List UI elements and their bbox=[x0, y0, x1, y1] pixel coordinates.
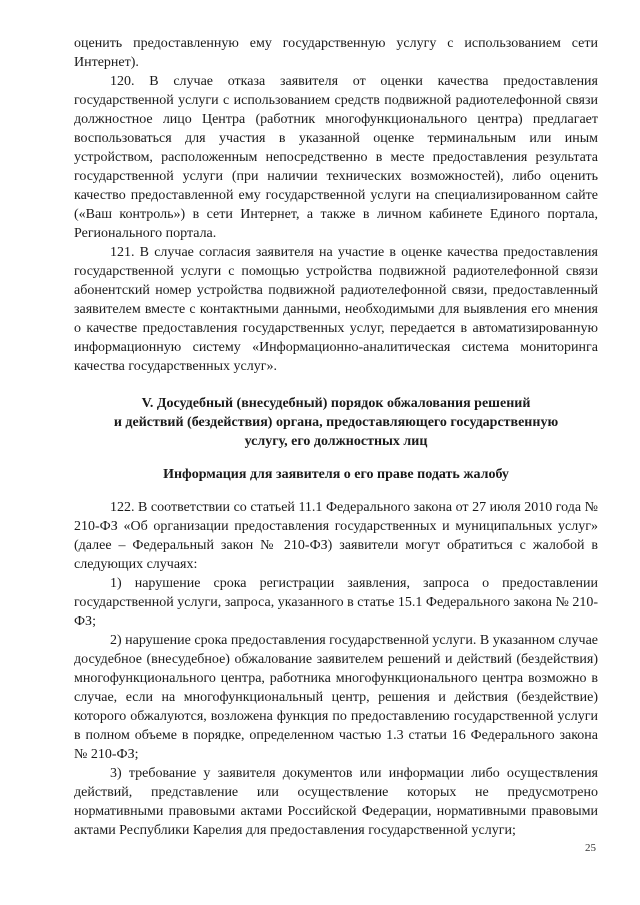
subsection-title: Информация для заявителя о его праве подать жалобу bbox=[163, 467, 509, 482]
document-page bbox=[74, 34, 598, 840]
list-item-1: 1) нарушение срока регистрации заявления, запроса о предоставлении государственной услуги, запроса, указанного в статье 15.1 Федерального закона № 210-ФЗ; bbox=[74, 576, 598, 629]
spacer bbox=[74, 484, 598, 498]
section-title-line-3: услугу, его должностных лиц bbox=[244, 434, 428, 449]
spacer bbox=[74, 376, 598, 394]
list-item-3: 3) требование у заявителя документов или информации либо осуществления действий, представление или осуществление которых не предусмотрено нормативными правовыми актами Российской Федерации, нормативными правовыми актами Республики Карелия для предоставления государственной услуги; bbox=[74, 766, 598, 838]
list-item-2: 2) нарушение срока предоставления государственной услуги. В указанном случае досудебное (внесудебное) обжалование заявителем решений и действий (бездействия) многофункционального центра, работника многофункционального центра возможно в случае, если на многофункциональный центр, решения и действия (бездействие) которого обжалуются, возложена функция по предоставлению государственной услуги в полном объеме в порядке, определенном частью 1.3 статьи 16 Федерального закона № 210-ФЗ; bbox=[74, 633, 598, 762]
paragraph-122: 122. В соответствии со статьей 11.1 Федерального закона от 27 июля 2010 года № 210-ФЗ «Об организации предоставления государственных и муниципальных услуг» (далее – Федеральный закон № 210-ФЗ) заявители могут обратиться с жалобой в следующих случаях: bbox=[74, 500, 598, 572]
section-title-line-2: и действий (бездействия) органа, предоставляющего государственную bbox=[113, 415, 559, 430]
section-title bbox=[74, 394, 598, 451]
paragraph-121: 121. В случае согласия заявителя на участие в оценке качества предоставления государственной услуги с помощью устройства подвижной радиотелефонной связи абонентский номер устройства подвижной радиотелефонной связи, предоставленный заявителем вместе с контактными данными, необходимыми для выявления его мнения о качестве предоставления государственных услуг, передается в автоматизированную информационную систему «Информационно-аналитическая система мониторинга качества государственных услуг». bbox=[74, 245, 598, 374]
page-number: 25 bbox=[585, 842, 596, 854]
paragraph-120: 120. В случае отказа заявителя от оценки качества предоставления государственной услуги с использованием средств подвижной радиотелефонной связи должностное лицо Центра (работник многофункционального центра) предлагает воспользоваться для участия в указанной оценке терминальным или иным устройством, расположенным непосредственно в месте предоставления результата государственной услуги (при наличии технических возможностей), либо оценить качество предоставленной ему государственной услуги на специализированном сайте («Ваш контроль») в сети Интернет, а также в личном кабинете Единого портала, Регионального портала. bbox=[74, 74, 598, 241]
section-title-line-1: V. Досудебный (внесудебный) порядок обжалования решений bbox=[141, 396, 531, 411]
paragraph-continuation: оценить предоставленную ему государственную услугу с использованием сети Интернет). bbox=[74, 36, 598, 70]
spacer bbox=[74, 451, 598, 465]
